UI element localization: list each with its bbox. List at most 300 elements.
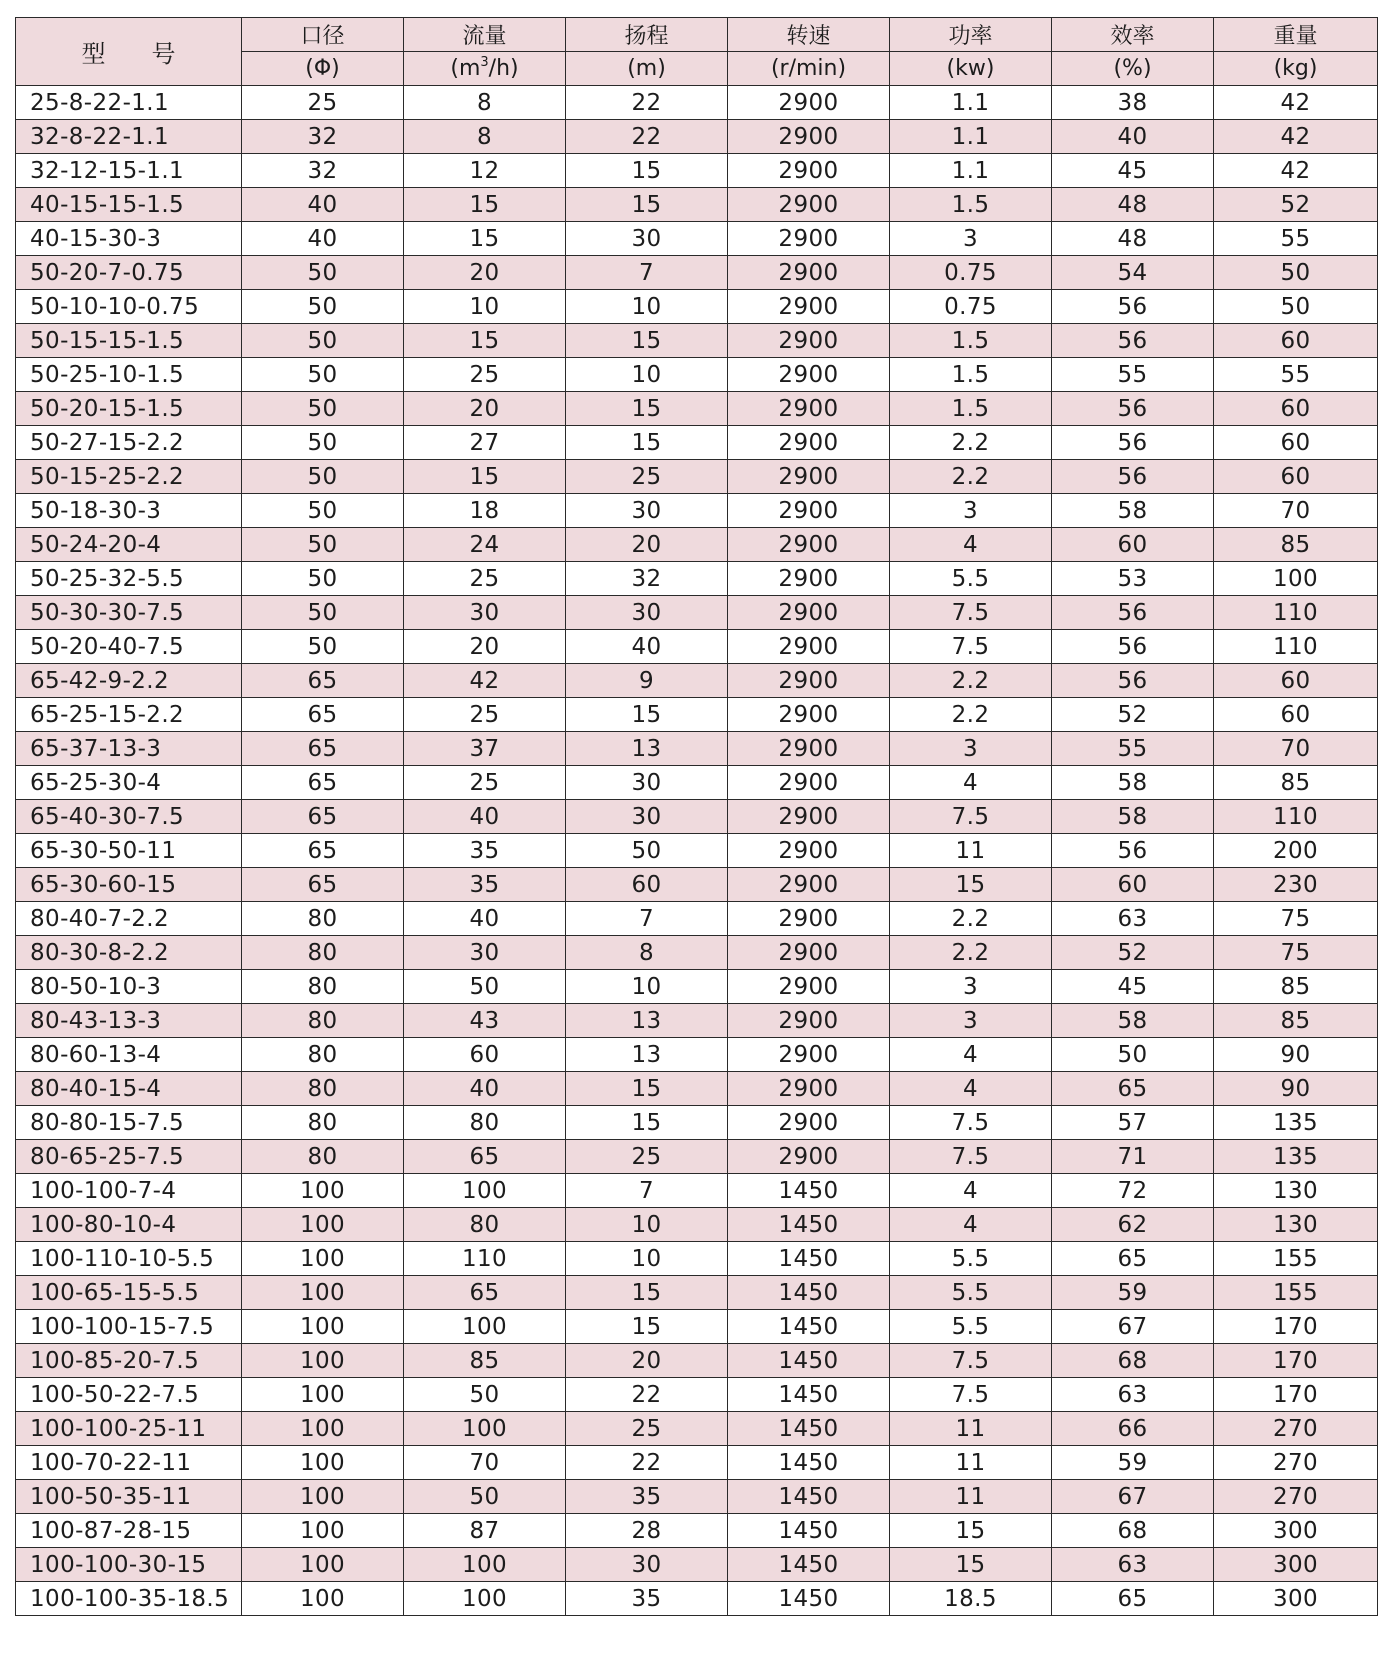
cell-model: 50-20-40-7.5	[16, 630, 242, 664]
cell-model: 50-18-30-3	[16, 494, 242, 528]
cell-model: 80-40-15-4	[16, 1072, 242, 1106]
cell-speed: 2900	[728, 698, 890, 732]
cell-speed: 2900	[728, 392, 890, 426]
cell-flow: 12	[404, 154, 566, 188]
cell-weight: 300	[1214, 1582, 1378, 1616]
cell-head: 7	[566, 902, 728, 936]
cell-efficiency: 40	[1052, 120, 1214, 154]
cell-flow: 100	[404, 1310, 566, 1344]
cell-head: 15	[566, 1310, 728, 1344]
cell-flow: 60	[404, 1038, 566, 1072]
cell-model: 50-30-30-7.5	[16, 596, 242, 630]
cell-model: 50-25-32-5.5	[16, 562, 242, 596]
cell-speed: 2900	[728, 1140, 890, 1174]
cell-weight: 42	[1214, 86, 1378, 120]
cell-model: 40-15-15-1.5	[16, 188, 242, 222]
table-row	[16, 1276, 1378, 1310]
unit-flow-pre: (m	[450, 56, 481, 81]
cell-head: 28	[566, 1514, 728, 1548]
table-row	[16, 222, 1378, 256]
cell-weight: 155	[1214, 1242, 1378, 1276]
table-row	[16, 154, 1378, 188]
cell-speed: 1450	[728, 1480, 890, 1514]
cell-efficiency: 58	[1052, 800, 1214, 834]
cell-weight: 90	[1214, 1038, 1378, 1072]
cell-weight: 130	[1214, 1174, 1378, 1208]
cell-efficiency: 65	[1052, 1072, 1214, 1106]
cell-power: 7.5	[890, 1106, 1052, 1140]
cell-flow: 24	[404, 528, 566, 562]
cell-model: 50-20-15-1.5	[16, 392, 242, 426]
cell-head: 15	[566, 698, 728, 732]
cell-caliber: 100	[242, 1174, 404, 1208]
cell-weight: 300	[1214, 1548, 1378, 1582]
cell-model: 100-100-7-4	[16, 1174, 242, 1208]
cell-flow: 8	[404, 86, 566, 120]
cell-speed: 2900	[728, 664, 890, 698]
cell-model: 100-50-22-7.5	[16, 1378, 242, 1412]
cell-weight: 135	[1214, 1106, 1378, 1140]
table-row	[16, 1446, 1378, 1480]
cell-efficiency: 54	[1052, 256, 1214, 290]
cell-power: 4	[890, 1174, 1052, 1208]
cell-model: 50-25-10-1.5	[16, 358, 242, 392]
cell-power: 11	[890, 1412, 1052, 1446]
cell-flow: 50	[404, 970, 566, 1004]
cell-caliber: 65	[242, 698, 404, 732]
cell-model: 80-30-8-2.2	[16, 936, 242, 970]
cell-efficiency: 45	[1052, 154, 1214, 188]
cell-flow: 80	[404, 1106, 566, 1140]
cell-power: 0.75	[890, 256, 1052, 290]
cell-speed: 2900	[728, 1038, 890, 1072]
table-row	[16, 290, 1378, 324]
cell-speed: 1450	[728, 1344, 890, 1378]
cell-model: 50-27-15-2.2	[16, 426, 242, 460]
cell-caliber: 50	[242, 290, 404, 324]
cell-model: 100-110-10-5.5	[16, 1242, 242, 1276]
cell-caliber: 50	[242, 426, 404, 460]
cell-caliber: 100	[242, 1310, 404, 1344]
cell-model: 40-15-30-3	[16, 222, 242, 256]
table-row	[16, 1310, 1378, 1344]
cell-head: 15	[566, 154, 728, 188]
cell-head: 15	[566, 1106, 728, 1140]
cell-flow: 87	[404, 1514, 566, 1548]
cell-speed: 1450	[728, 1548, 890, 1582]
cell-power: 1.1	[890, 86, 1052, 120]
cell-weight: 42	[1214, 120, 1378, 154]
header-power: 功率	[890, 18, 1052, 52]
cell-speed: 1450	[728, 1208, 890, 1242]
table-row	[16, 1548, 1378, 1582]
cell-head: 15	[566, 324, 728, 358]
cell-efficiency: 56	[1052, 324, 1214, 358]
cell-model: 65-25-15-2.2	[16, 698, 242, 732]
cell-efficiency: 66	[1052, 1412, 1214, 1446]
cell-caliber: 100	[242, 1412, 404, 1446]
cell-head: 13	[566, 732, 728, 766]
spec-table-container	[15, 17, 1378, 1616]
cell-speed: 1450	[728, 1242, 890, 1276]
unit-flow	[404, 52, 566, 86]
cell-power: 2.2	[890, 936, 1052, 970]
cell-power: 5.5	[890, 1310, 1052, 1344]
cell-efficiency: 68	[1052, 1514, 1214, 1548]
cell-efficiency: 59	[1052, 1446, 1214, 1480]
cell-caliber: 65	[242, 834, 404, 868]
cell-efficiency: 71	[1052, 1140, 1214, 1174]
cell-head: 30	[566, 800, 728, 834]
cell-speed: 2900	[728, 256, 890, 290]
cell-caliber: 100	[242, 1276, 404, 1310]
cell-power: 1.5	[890, 358, 1052, 392]
cell-caliber: 80	[242, 1106, 404, 1140]
cell-efficiency: 48	[1052, 222, 1214, 256]
header-model-char-1: 型	[81, 40, 106, 68]
cell-weight: 110	[1214, 596, 1378, 630]
table-row	[16, 324, 1378, 358]
cell-flow: 65	[404, 1140, 566, 1174]
cell-flow: 25	[404, 698, 566, 732]
cell-speed: 2900	[728, 766, 890, 800]
cell-efficiency: 56	[1052, 834, 1214, 868]
cell-caliber: 100	[242, 1480, 404, 1514]
cell-flow: 25	[404, 562, 566, 596]
cell-speed: 2900	[728, 290, 890, 324]
table-row	[16, 1072, 1378, 1106]
cell-speed: 2900	[728, 188, 890, 222]
cell-speed: 1450	[728, 1378, 890, 1412]
table-row	[16, 392, 1378, 426]
cell-head: 10	[566, 1208, 728, 1242]
cell-flow: 40	[404, 800, 566, 834]
cell-model: 100-87-28-15	[16, 1514, 242, 1548]
cell-speed: 2900	[728, 868, 890, 902]
cell-head: 35	[566, 1582, 728, 1616]
cell-caliber: 50	[242, 528, 404, 562]
cell-efficiency: 52	[1052, 936, 1214, 970]
unit-flow-sup: 3	[480, 55, 489, 70]
cell-model: 100-70-22-11	[16, 1446, 242, 1480]
table-row	[16, 766, 1378, 800]
cell-speed: 2900	[728, 732, 890, 766]
cell-speed: 2900	[728, 630, 890, 664]
cell-caliber: 40	[242, 188, 404, 222]
cell-head: 22	[566, 120, 728, 154]
cell-power: 4	[890, 1208, 1052, 1242]
cell-caliber: 50	[242, 324, 404, 358]
cell-caliber: 65	[242, 766, 404, 800]
unit-weight: (kg)	[1214, 52, 1378, 86]
cell-power: 3	[890, 222, 1052, 256]
cell-weight: 52	[1214, 188, 1378, 222]
cell-caliber: 80	[242, 1072, 404, 1106]
cell-model: 65-37-13-3	[16, 732, 242, 766]
cell-caliber: 80	[242, 936, 404, 970]
cell-model: 65-42-9-2.2	[16, 664, 242, 698]
cell-caliber: 32	[242, 154, 404, 188]
cell-speed: 2900	[728, 86, 890, 120]
cell-efficiency: 68	[1052, 1344, 1214, 1378]
cell-flow: 80	[404, 1208, 566, 1242]
cell-weight: 85	[1214, 1004, 1378, 1038]
cell-weight: 60	[1214, 392, 1378, 426]
cell-head: 15	[566, 392, 728, 426]
cell-weight: 100	[1214, 562, 1378, 596]
cell-power: 0.75	[890, 290, 1052, 324]
table-row	[16, 1480, 1378, 1514]
cell-efficiency: 58	[1052, 494, 1214, 528]
cell-speed: 1450	[728, 1514, 890, 1548]
cell-head: 13	[566, 1038, 728, 1072]
cell-caliber: 100	[242, 1378, 404, 1412]
header-model	[16, 18, 242, 86]
cell-weight: 90	[1214, 1072, 1378, 1106]
cell-weight: 170	[1214, 1378, 1378, 1412]
cell-head: 30	[566, 596, 728, 630]
cell-model: 100-65-15-5.5	[16, 1276, 242, 1310]
cell-efficiency: 56	[1052, 426, 1214, 460]
cell-power: 7.5	[890, 596, 1052, 630]
cell-head: 20	[566, 528, 728, 562]
cell-weight: 55	[1214, 222, 1378, 256]
cell-model: 32-12-15-1.1	[16, 154, 242, 188]
header-weight: 重量	[1214, 18, 1378, 52]
cell-flow: 110	[404, 1242, 566, 1276]
header-row-names	[16, 18, 1378, 52]
cell-caliber: 65	[242, 664, 404, 698]
cell-speed: 2900	[728, 358, 890, 392]
header-head: 扬程	[566, 18, 728, 52]
cell-weight: 155	[1214, 1276, 1378, 1310]
cell-head: 13	[566, 1004, 728, 1038]
cell-power: 1.5	[890, 392, 1052, 426]
cell-flow: 35	[404, 868, 566, 902]
cell-power: 18.5	[890, 1582, 1052, 1616]
cell-caliber: 100	[242, 1548, 404, 1582]
cell-model: 50-15-25-2.2	[16, 460, 242, 494]
cell-weight: 135	[1214, 1140, 1378, 1174]
table-row	[16, 1344, 1378, 1378]
cell-speed: 2900	[728, 324, 890, 358]
cell-flow: 50	[404, 1378, 566, 1412]
cell-power: 11	[890, 1446, 1052, 1480]
table-row	[16, 902, 1378, 936]
cell-efficiency: 62	[1052, 1208, 1214, 1242]
cell-efficiency: 72	[1052, 1174, 1214, 1208]
cell-speed: 2900	[728, 1004, 890, 1038]
header-speed: 转速	[728, 18, 890, 52]
cell-power: 1.1	[890, 120, 1052, 154]
cell-power: 3	[890, 494, 1052, 528]
cell-weight: 230	[1214, 868, 1378, 902]
table-row	[16, 732, 1378, 766]
cell-power: 1.5	[890, 188, 1052, 222]
cell-model: 80-50-10-3	[16, 970, 242, 1004]
cell-head: 60	[566, 868, 728, 902]
cell-weight: 270	[1214, 1480, 1378, 1514]
cell-model: 50-15-15-1.5	[16, 324, 242, 358]
table-row	[16, 1582, 1378, 1616]
cell-head: 9	[566, 664, 728, 698]
cell-head: 15	[566, 426, 728, 460]
cell-speed: 2900	[728, 596, 890, 630]
cell-head: 30	[566, 494, 728, 528]
cell-weight: 70	[1214, 732, 1378, 766]
cell-caliber: 50	[242, 596, 404, 630]
cell-flow: 70	[404, 1446, 566, 1480]
cell-caliber: 80	[242, 970, 404, 1004]
table-row	[16, 1208, 1378, 1242]
cell-efficiency: 59	[1052, 1276, 1214, 1310]
cell-weight: 300	[1214, 1514, 1378, 1548]
table-row	[16, 1038, 1378, 1072]
cell-model: 65-30-60-15	[16, 868, 242, 902]
cell-weight: 55	[1214, 358, 1378, 392]
cell-flow: 100	[404, 1412, 566, 1446]
cell-speed: 2900	[728, 426, 890, 460]
cell-model: 80-80-15-7.5	[16, 1106, 242, 1140]
cell-caliber: 25	[242, 86, 404, 120]
table-row	[16, 426, 1378, 460]
cell-weight: 270	[1214, 1412, 1378, 1446]
unit-speed: (r/min)	[728, 52, 890, 86]
table-row	[16, 120, 1378, 154]
table-row	[16, 460, 1378, 494]
cell-weight: 170	[1214, 1310, 1378, 1344]
cell-weight: 50	[1214, 290, 1378, 324]
cell-efficiency: 65	[1052, 1242, 1214, 1276]
cell-flow: 100	[404, 1548, 566, 1582]
cell-power: 2.2	[890, 426, 1052, 460]
cell-head: 15	[566, 1072, 728, 1106]
cell-weight: 85	[1214, 528, 1378, 562]
cell-speed: 1450	[728, 1582, 890, 1616]
cell-caliber: 50	[242, 562, 404, 596]
cell-weight: 130	[1214, 1208, 1378, 1242]
table-row	[16, 1106, 1378, 1140]
cell-caliber: 50	[242, 256, 404, 290]
cell-power: 3	[890, 970, 1052, 1004]
cell-model: 25-8-22-1.1	[16, 86, 242, 120]
cell-weight: 75	[1214, 936, 1378, 970]
cell-efficiency: 50	[1052, 1038, 1214, 1072]
cell-efficiency: 58	[1052, 1004, 1214, 1038]
cell-power: 2.2	[890, 460, 1052, 494]
header-efficiency: 效率	[1052, 18, 1214, 52]
cell-model: 65-25-30-4	[16, 766, 242, 800]
cell-speed: 2900	[728, 222, 890, 256]
cell-speed: 1450	[728, 1412, 890, 1446]
cell-flow: 30	[404, 936, 566, 970]
cell-efficiency: 60	[1052, 868, 1214, 902]
cell-head: 15	[566, 188, 728, 222]
cell-weight: 60	[1214, 460, 1378, 494]
cell-efficiency: 56	[1052, 290, 1214, 324]
cell-flow: 50	[404, 1480, 566, 1514]
unit-efficiency: (%)	[1052, 52, 1214, 86]
cell-efficiency: 56	[1052, 664, 1214, 698]
cell-head: 30	[566, 766, 728, 800]
cell-head: 22	[566, 1378, 728, 1412]
cell-efficiency: 56	[1052, 630, 1214, 664]
cell-head: 10	[566, 358, 728, 392]
table-row	[16, 1140, 1378, 1174]
cell-caliber: 32	[242, 120, 404, 154]
cell-caliber: 100	[242, 1446, 404, 1480]
cell-weight: 110	[1214, 800, 1378, 834]
table-row	[16, 1242, 1378, 1276]
cell-speed: 2900	[728, 494, 890, 528]
cell-caliber: 50	[242, 460, 404, 494]
table-row	[16, 86, 1378, 120]
cell-caliber: 80	[242, 1038, 404, 1072]
cell-speed: 2900	[728, 970, 890, 1004]
cell-power: 2.2	[890, 698, 1052, 732]
cell-model: 100-100-30-15	[16, 1548, 242, 1582]
cell-flow: 100	[404, 1174, 566, 1208]
cell-flow: 65	[404, 1276, 566, 1310]
cell-head: 8	[566, 936, 728, 970]
cell-flow: 100	[404, 1582, 566, 1616]
cell-power: 15	[890, 868, 1052, 902]
cell-power: 1.1	[890, 154, 1052, 188]
cell-efficiency: 56	[1052, 460, 1214, 494]
cell-flow: 20	[404, 392, 566, 426]
cell-power: 2.2	[890, 902, 1052, 936]
cell-flow: 20	[404, 630, 566, 664]
cell-efficiency: 53	[1052, 562, 1214, 596]
cell-model: 50-20-7-0.75	[16, 256, 242, 290]
cell-weight: 200	[1214, 834, 1378, 868]
cell-efficiency: 67	[1052, 1310, 1214, 1344]
cell-weight: 75	[1214, 902, 1378, 936]
cell-power: 2.2	[890, 664, 1052, 698]
cell-efficiency: 63	[1052, 902, 1214, 936]
table-row	[16, 936, 1378, 970]
cell-flow: 8	[404, 120, 566, 154]
table-row	[16, 562, 1378, 596]
cell-speed: 2900	[728, 1106, 890, 1140]
cell-weight: 110	[1214, 630, 1378, 664]
unit-caliber: (Φ)	[242, 52, 404, 86]
table-row	[16, 256, 1378, 290]
cell-model: 100-85-20-7.5	[16, 1344, 242, 1378]
cell-power: 5.5	[890, 1276, 1052, 1310]
cell-power: 5.5	[890, 562, 1052, 596]
cell-caliber: 50	[242, 358, 404, 392]
cell-weight: 42	[1214, 154, 1378, 188]
table-row	[16, 1004, 1378, 1038]
cell-efficiency: 58	[1052, 766, 1214, 800]
cell-head: 15	[566, 1276, 728, 1310]
cell-weight: 170	[1214, 1344, 1378, 1378]
table-row	[16, 1514, 1378, 1548]
cell-head: 20	[566, 1344, 728, 1378]
cell-head: 32	[566, 562, 728, 596]
cell-caliber: 100	[242, 1208, 404, 1242]
cell-efficiency: 60	[1052, 528, 1214, 562]
table-row	[16, 1174, 1378, 1208]
cell-caliber: 40	[242, 222, 404, 256]
cell-flow: 25	[404, 358, 566, 392]
cell-power: 7.5	[890, 630, 1052, 664]
cell-weight: 60	[1214, 426, 1378, 460]
cell-flow: 15	[404, 460, 566, 494]
cell-caliber: 50	[242, 392, 404, 426]
cell-head: 25	[566, 1140, 728, 1174]
